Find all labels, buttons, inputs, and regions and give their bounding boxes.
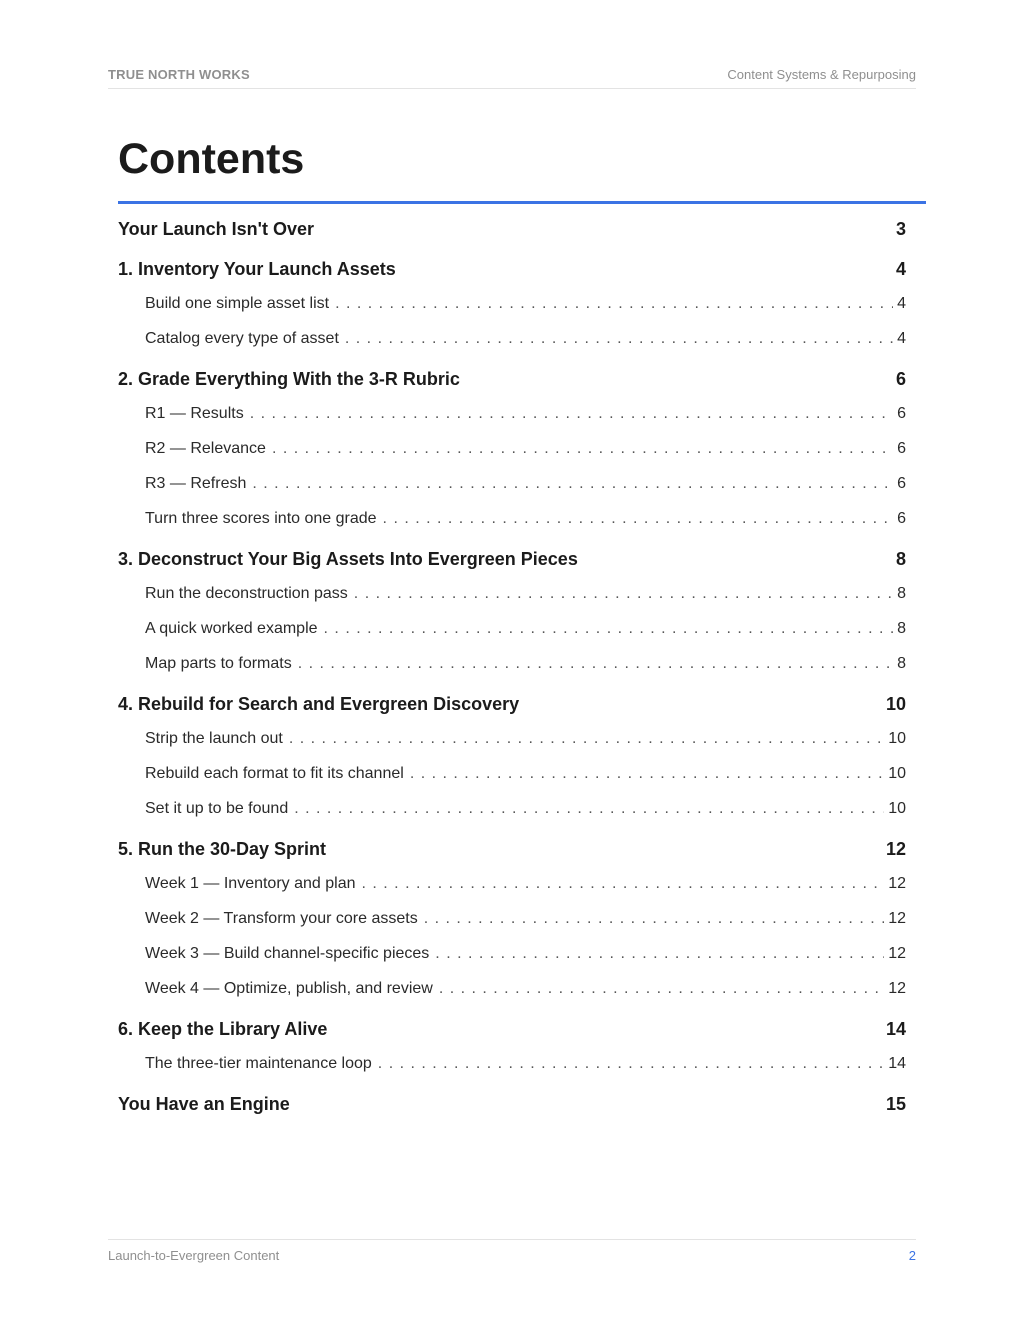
chapter-title: Your Launch Isn't Over bbox=[118, 218, 314, 239]
subsection-title: Turn three scores into one grade bbox=[145, 510, 377, 527]
subsection-page: 6 bbox=[897, 510, 906, 527]
subsection-page: 8 bbox=[897, 655, 906, 672]
toc-subsection[interactable] bbox=[118, 431, 906, 466]
dot-leader bbox=[383, 501, 894, 536]
subsection-title: The three-tier maintenance loop bbox=[145, 1055, 372, 1072]
page-number: 2 bbox=[908, 1248, 916, 1263]
toc-chapter[interactable] bbox=[118, 687, 906, 721]
toc-subsection[interactable] bbox=[118, 576, 906, 611]
subsection-title: A quick worked example bbox=[145, 620, 318, 637]
subsection-title: Week 1 — Inventory and plan bbox=[145, 875, 356, 892]
chapter-page: 15 bbox=[885, 1093, 906, 1114]
page-header bbox=[108, 64, 916, 89]
toc-chapter[interactable] bbox=[118, 1012, 906, 1046]
subsection-page: 6 bbox=[897, 475, 906, 492]
subsection-title: Rebuild each format to fit its channel bbox=[145, 765, 404, 782]
dot-leader bbox=[439, 971, 884, 1006]
dot-leader bbox=[252, 466, 893, 501]
subsection-page: 10 bbox=[888, 730, 906, 747]
dot-leader bbox=[294, 791, 884, 826]
subsection-page: 12 bbox=[888, 910, 906, 927]
subsection-page: 12 bbox=[888, 875, 906, 892]
subsection-title: Week 4 — Optimize, publish, and review bbox=[145, 980, 433, 997]
subsection-page: 10 bbox=[888, 800, 906, 817]
document-title: Launch-to-Evergreen Content bbox=[108, 1248, 280, 1263]
dot-leader bbox=[362, 866, 885, 901]
subsection-title: R1 — Results bbox=[145, 405, 244, 422]
dot-leader bbox=[354, 576, 893, 611]
toc-chapter[interactable] bbox=[118, 542, 906, 576]
chapter-page: 4 bbox=[895, 258, 906, 279]
subsection-page: 6 bbox=[897, 405, 906, 422]
dot-leader bbox=[250, 396, 893, 431]
subsection-title: Catalog every type of asset bbox=[145, 330, 339, 347]
chapter-page: 10 bbox=[885, 693, 906, 714]
toc-subsection[interactable] bbox=[118, 286, 906, 321]
toc-chapter[interactable] bbox=[118, 252, 906, 286]
toc-subsection[interactable] bbox=[118, 321, 906, 356]
dot-leader bbox=[335, 286, 893, 321]
section-title: Content Systems & Repurposing bbox=[727, 67, 916, 82]
toc-subsection[interactable] bbox=[118, 971, 906, 1006]
table-of-contents bbox=[118, 212, 906, 1121]
toc-subsection[interactable] bbox=[118, 721, 906, 756]
toc-chapter[interactable] bbox=[118, 212, 906, 246]
subsection-page: 12 bbox=[888, 980, 906, 997]
subsection-title: Run the deconstruction pass bbox=[145, 585, 348, 602]
toc-subsection[interactable] bbox=[118, 1046, 906, 1081]
chapter-title: 4. Rebuild for Search and Evergreen Discovery bbox=[118, 693, 520, 714]
chapter-title: 2. Grade Everything With the 3-R Rubric bbox=[118, 368, 460, 389]
subsection-page: 6 bbox=[897, 440, 906, 457]
page-title: Contents bbox=[118, 135, 305, 183]
dot-leader bbox=[324, 611, 894, 646]
toc-subsection[interactable] bbox=[118, 791, 906, 826]
chapter-title: 1. Inventory Your Launch Assets bbox=[118, 258, 396, 279]
dot-leader bbox=[378, 1046, 884, 1081]
subsection-title: Set it up to be found bbox=[145, 800, 289, 817]
toc-chapter[interactable] bbox=[118, 1087, 906, 1121]
subsection-title: R3 — Refresh bbox=[145, 475, 247, 492]
chapter-title: 6. Keep the Library Alive bbox=[118, 1018, 328, 1039]
toc-subsection[interactable] bbox=[118, 901, 906, 936]
subsection-title: Map parts to formats bbox=[145, 655, 292, 672]
page-footer bbox=[108, 1239, 916, 1264]
chapter-page: 14 bbox=[885, 1018, 906, 1039]
chapter-title: You Have an Engine bbox=[118, 1093, 290, 1114]
toc-subsection[interactable] bbox=[118, 756, 906, 791]
dot-leader bbox=[298, 646, 893, 681]
chapter-page: 6 bbox=[895, 368, 906, 389]
toc-subsection[interactable] bbox=[118, 501, 906, 536]
chapter-title: 3. Deconstruct Your Big Assets Into Evergreen Pieces bbox=[118, 548, 578, 569]
subsection-title: R2 — Relevance bbox=[145, 440, 266, 457]
subsection-page: 4 bbox=[897, 330, 906, 347]
title-divider bbox=[118, 201, 926, 204]
subsection-page: 10 bbox=[888, 765, 906, 782]
dot-leader bbox=[410, 756, 884, 791]
toc-subsection[interactable] bbox=[118, 466, 906, 501]
subsection-title: Strip the launch out bbox=[145, 730, 283, 747]
dot-leader bbox=[272, 431, 893, 466]
dot-leader bbox=[345, 321, 893, 356]
toc-chapter[interactable] bbox=[118, 362, 906, 396]
chapter-page: 8 bbox=[895, 548, 906, 569]
chapter-title: 5. Run the 30-Day Sprint bbox=[118, 838, 327, 859]
subsection-page: 12 bbox=[888, 945, 906, 962]
toc-subsection[interactable] bbox=[118, 611, 906, 646]
subsection-page: 8 bbox=[897, 620, 906, 637]
subsection-page: 8 bbox=[897, 585, 906, 602]
toc-subsection[interactable] bbox=[118, 396, 906, 431]
dot-leader bbox=[289, 721, 884, 756]
dot-leader bbox=[435, 936, 884, 971]
subsection-page: 14 bbox=[888, 1055, 906, 1072]
toc-chapter[interactable] bbox=[118, 832, 906, 866]
subsection-title: Build one simple asset list bbox=[145, 295, 330, 312]
subsection-page: 4 bbox=[897, 295, 906, 312]
toc-subsection[interactable] bbox=[118, 936, 906, 971]
toc-subsection[interactable] bbox=[118, 646, 906, 681]
brand-name: TRUE NORTH WORKS bbox=[108, 67, 250, 82]
chapter-page: 3 bbox=[895, 218, 906, 239]
subsection-title: Week 2 — Transform your core assets bbox=[145, 910, 418, 927]
dot-leader bbox=[424, 901, 885, 936]
toc-subsection[interactable] bbox=[118, 866, 906, 901]
chapter-page: 12 bbox=[885, 838, 906, 859]
subsection-title: Week 3 — Build channel-specific pieces bbox=[145, 945, 430, 962]
